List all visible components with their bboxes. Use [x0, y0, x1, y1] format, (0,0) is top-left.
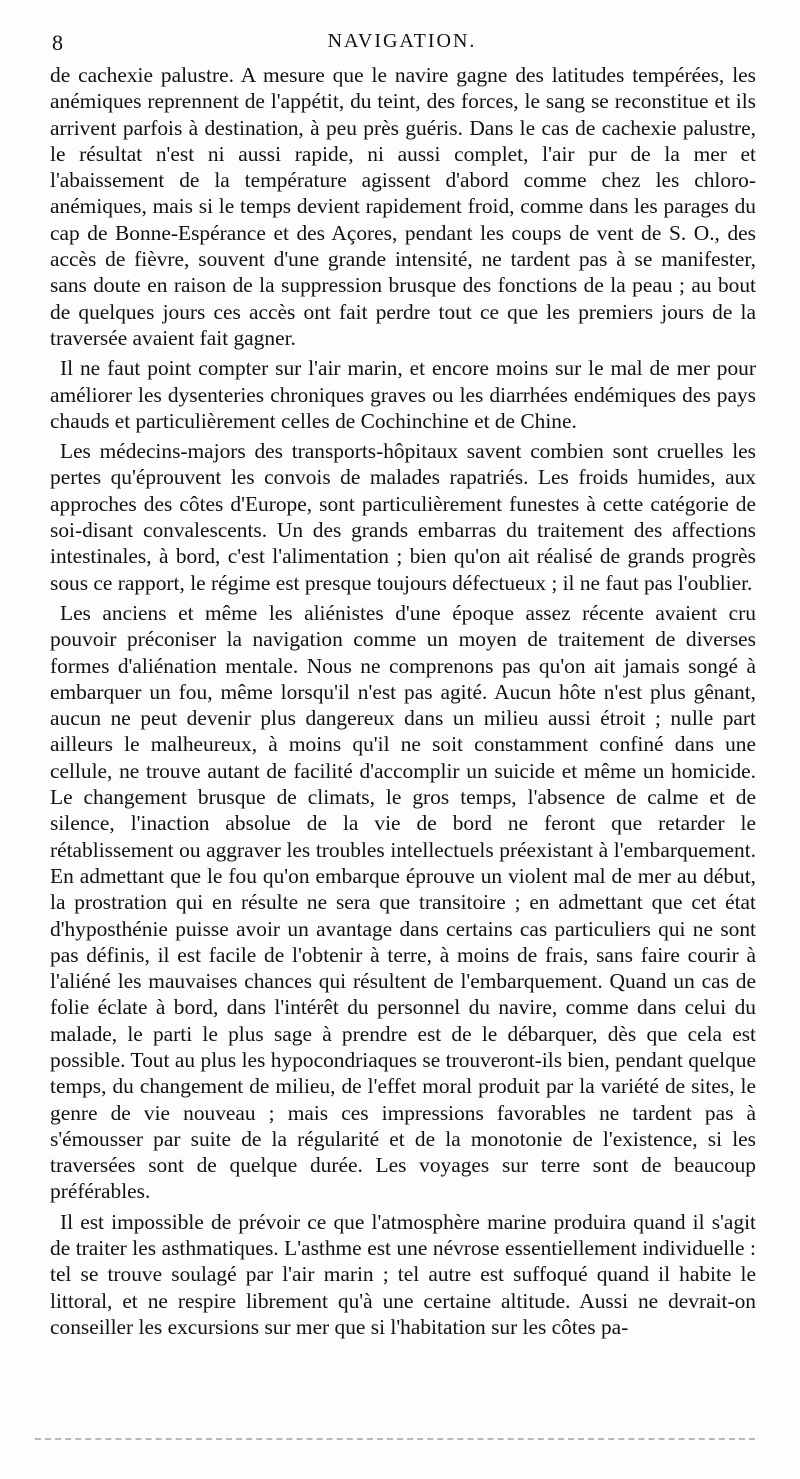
paragraph-dysenteries: Il ne faut point compter sur l'air marin, et encore moins sur le mal de mer pour améliorer les dysenteries chroniques graves ou les diarrhées endémiques des pays chauds et particulièrement celles de Cochinchine et de Chine. — [50, 356, 756, 433]
paragraph-alienation: Les anciens et même les aliénistes d'une époque assez récente avaient cru pouvoir préconiser la navigation comme un moyen de traitement de diverses formes d'aliénation mentale. Nous ne comprenons pas qu'on ait jamais songé à embarquer un fou, même lorsqu'il n'est pas agité. Aucun hôte n'est plus gênant, aucun ne peut devenir plus dangereux dans un milieu aussi étroit ; nulle part ailleurs le malheureux, à moins qu'il ne soit constamment confiné dans une cellule, ne trouve autant de facilité d'accomplir un suicide et même un homicide. Le changement brusque de climats, le gros temps, l'absence de calme et de silence, l'inaction absolue de la vie de bord ne feront que retarder le rétablissement ou aggraver les troubles intellectuels préexistant à l'embarquement. En admettant que le fou qu'on embarque éprouve un violent mal de mer au début, la prostration qui en résulte ne sera que transitoire ; en admettant que cet état d'hyposthénie puisse avoir un avantage dans certains cas particuliers qui ne sont pas définis, il est facile de l'obtenir à terre, à moins de frais, sans faire courir à l'aliéné les mauvaises chances qui résultent de l'embarquement. Quand un cas de folie éclate à bord, dans l'intérêt du personnel du navire, comme dans celui du malade, le parti le plus sage à prendre est de le débarquer, dès que cela est possible. Tout au plus les hypocondriaques se trouveront-ils bien, pendant quelque temps, du changement de milieu, de l'effet moral produit par la variété de sites, le genre de vie nouveau ; mais ces impressions favorables ne tardent pas à s'émousser par suite de la régularité et de la monotonie de l'existence, si les traversées sont de quelque durée. Les voyages sur terre sont de beaucoup préférables. — [50, 600, 756, 1204]
paragraph-cachexie: de cachexie palustre. A mesure que le navire gagne des latitudes tempérées, les anémiques reprennent de l'appétit, du teint, des forces, le sang se reconstitue et ils arrivent parfois à destination, à peu près guéris. Dans le cas de cachexie palustre, le résultat n'est ni aussi rapide, ni aussi complet, l'air pur de la mer et l'abaissement de la température agissent d'abord comme chez les chloro-anémiques, mais si le temps devient rapidement froid, comme dans les parages du cap de Bonne-Espérance et des Açores, pendant les coups de vent de S. O., des accès de fièvre, souvent d'une grande intensité, ne tardent pas à se manifester, sans doute en raison de la suppression brusque des fonctions de la peau ; au bout de quelques jours ces accès ont fait perdre tout ce que les premiers jours de la traversée avaient fait gagner. — [50, 63, 756, 350]
paragraph-transports-hopitaux: Les médecins-majors des transports-hôpitaux savent combien sont cruelles les pertes qu'éprouvent les convois de malades rapatriés. Les froids humides, aux approches des côtes d'Europe, sont particulièrement funestes à cette catégorie de soi-disant convalescents. Un des grands embarras du traitement des affections intestinales, à bord, c'est l'alimentation ; bien qu'on ait réalisé de grands progrès sous ce rapport, le régime est presque toujours défectueux ; il ne faut pas l'oublier. — [50, 439, 756, 595]
page-number: 8 — [52, 30, 63, 55]
page-header — [52, 30, 752, 60]
bottom-page-rule — [35, 1438, 755, 1440]
body-text — [50, 62, 756, 1340]
paragraph-asthmatiques: Il est impossible de prévoir ce que l'atmosphère marine produira quand il s'agit de traiter les asthmatiques. L'asthme est une névrose essentiellement individuelle : tel se trouve soulagé par l'air marin ; tel autre est suffoqué quand il habite le littoral, et ne respire librement qu'à une certaine altitude. Aussi ne devrait-on conseiller les excursions sur mer que si l'habitation sur les côtes pa- — [50, 1209, 756, 1339]
running-title: NAVIGATION. — [327, 30, 477, 52]
